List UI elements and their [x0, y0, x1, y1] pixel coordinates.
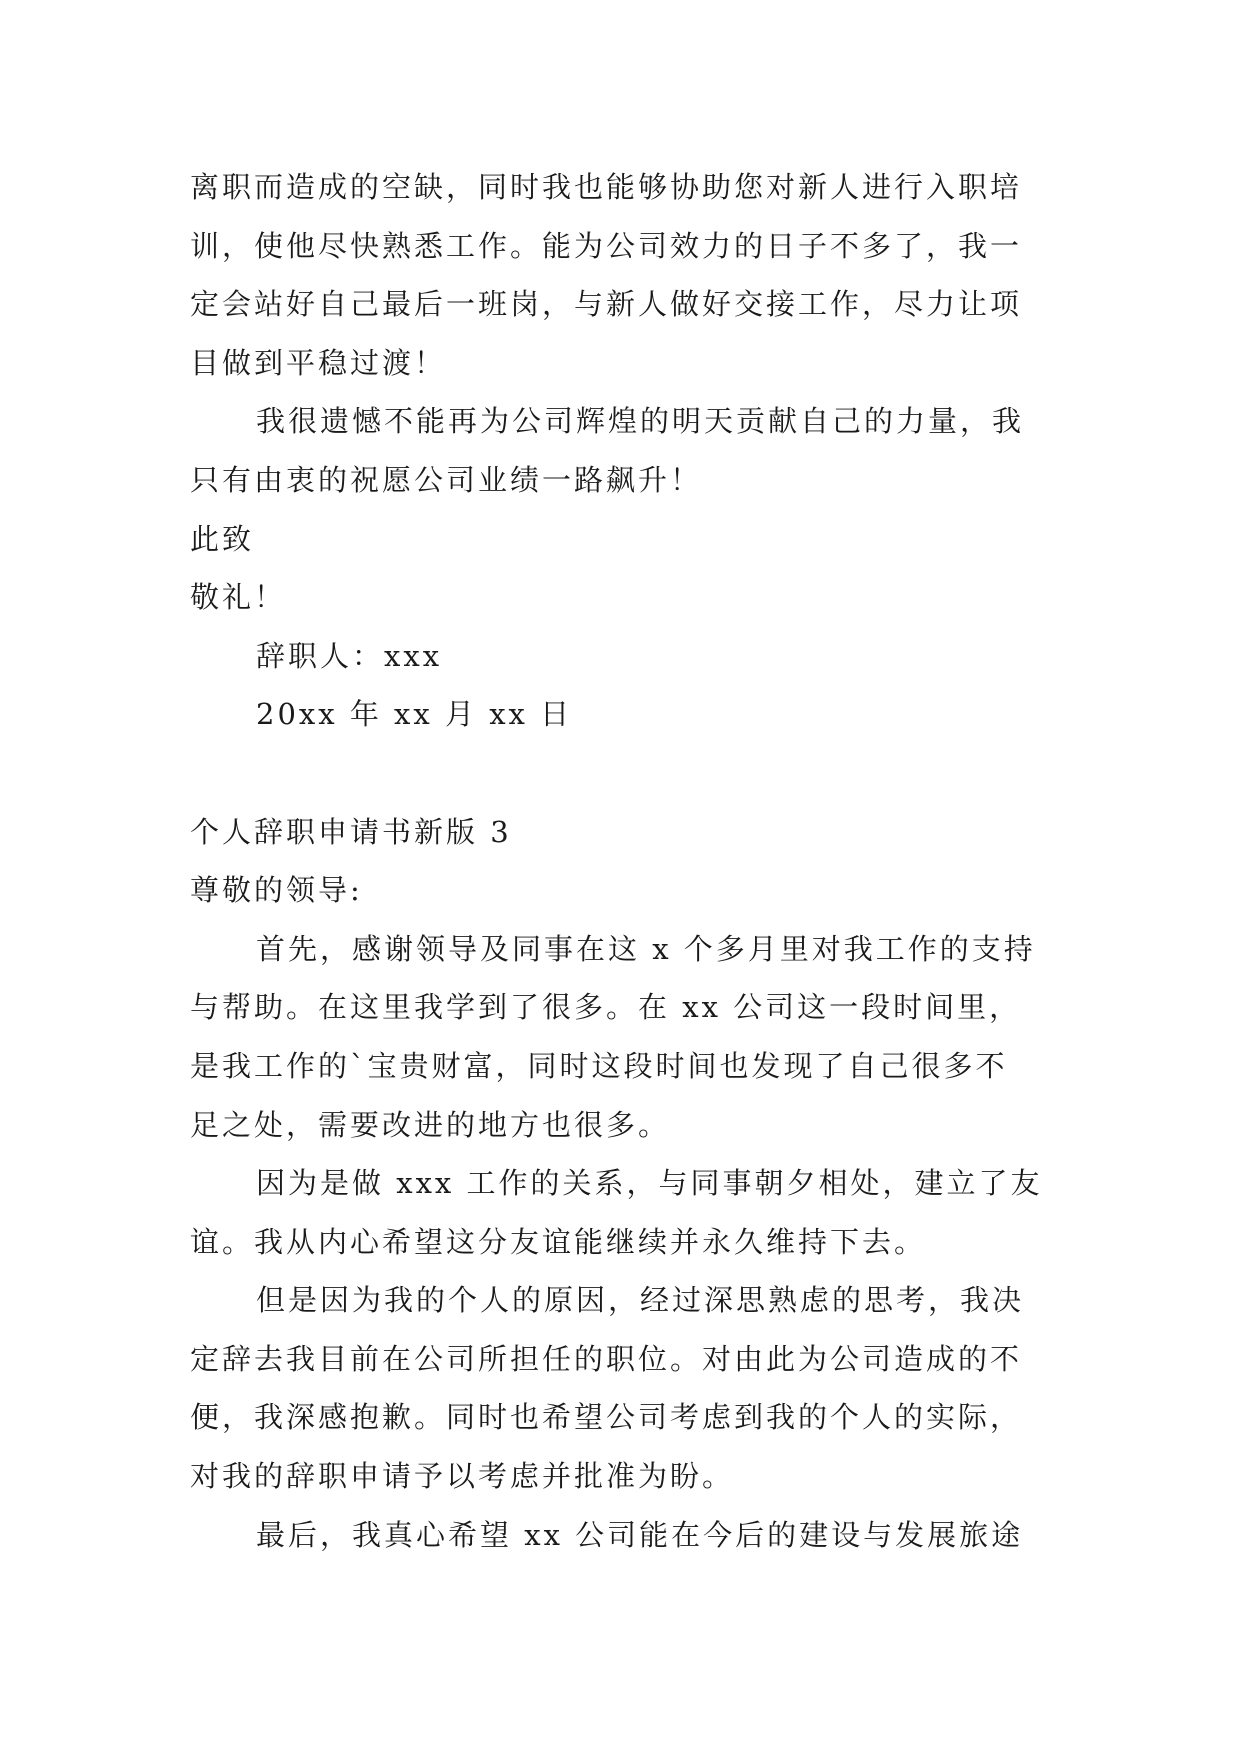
- text-line: 因为是做 xxx 工作的关系，与同事朝夕相处，建立了友: [256, 1166, 1043, 1201]
- document-body: [190, 158, 1052, 1564]
- text-line: 是我工作的`宝贵财富，同时这段时间也发现了自己很多不: [190, 1048, 1008, 1083]
- closing-line: 此致: [190, 521, 255, 556]
- section-gap: [190, 744, 1052, 803]
- text-line: 离职而造成的空缺，同时我也能够协助您对新人进行入职培: [190, 170, 1023, 204]
- signature: 辞职人：xxx: [256, 638, 443, 673]
- text-line: 首先，感谢领导及同事在这 x 个多月里对我工作的支持: [256, 931, 1036, 966]
- paragraph: [190, 392, 1052, 509]
- text-line: 足之处，需要改进的地方也很多。: [190, 1107, 671, 1142]
- text-line: 对我的辞职申请予以考虑并批准为盼。: [190, 1459, 735, 1494]
- paragraph: [190, 920, 1052, 1154]
- paragraph: [190, 1271, 1052, 1505]
- signature-date: 20xx 年 xx 月 xx 日: [256, 697, 573, 732]
- text-line: 只有由衷的祝愿公司业绩一路飙升！: [190, 462, 703, 497]
- paragraph: [190, 1154, 1052, 1271]
- text-line: 目做到平稳过渡！: [190, 345, 447, 380]
- paragraph: [190, 1506, 1052, 1565]
- text-line: 最后，我真心希望 xx 公司能在今后的建设与发展旅途: [256, 1517, 1024, 1552]
- salutation: 尊敬的领导:: [190, 873, 363, 908]
- text-line: 训，使他尽快熟悉工作。能为公司效力的日子不多了，我一: [190, 228, 1023, 263]
- text-line: 便，我深感抱歉。同时也希望公司考虑到我的个人的实际，: [190, 1400, 1023, 1435]
- text-line: 我很遗憾不能再为公司辉煌的明天贡献自己的力量，我: [256, 404, 1025, 439]
- text-line: 定辞去我目前在公司所担任的职位。对由此为公司造成的不: [190, 1341, 1023, 1376]
- text-line: 谊。我从内心希望这分友谊能继续并永久维持下去。: [190, 1224, 927, 1259]
- text-line: 但是因为我的个人的原因，经过深思熟虑的思考，我决: [256, 1283, 1025, 1318]
- text-line: 定会站好自己最后一班岗，与新人做好交接工作，尽力让项: [190, 287, 1023, 322]
- text-line: 与帮助。在这里我学到了很多。在 xx 公司这一段时间里，: [190, 990, 1022, 1025]
- closing-regards: 敬礼！: [190, 580, 287, 615]
- paragraph: [190, 158, 1052, 392]
- section-title: 个人辞职申请书新版 3: [190, 814, 512, 849]
